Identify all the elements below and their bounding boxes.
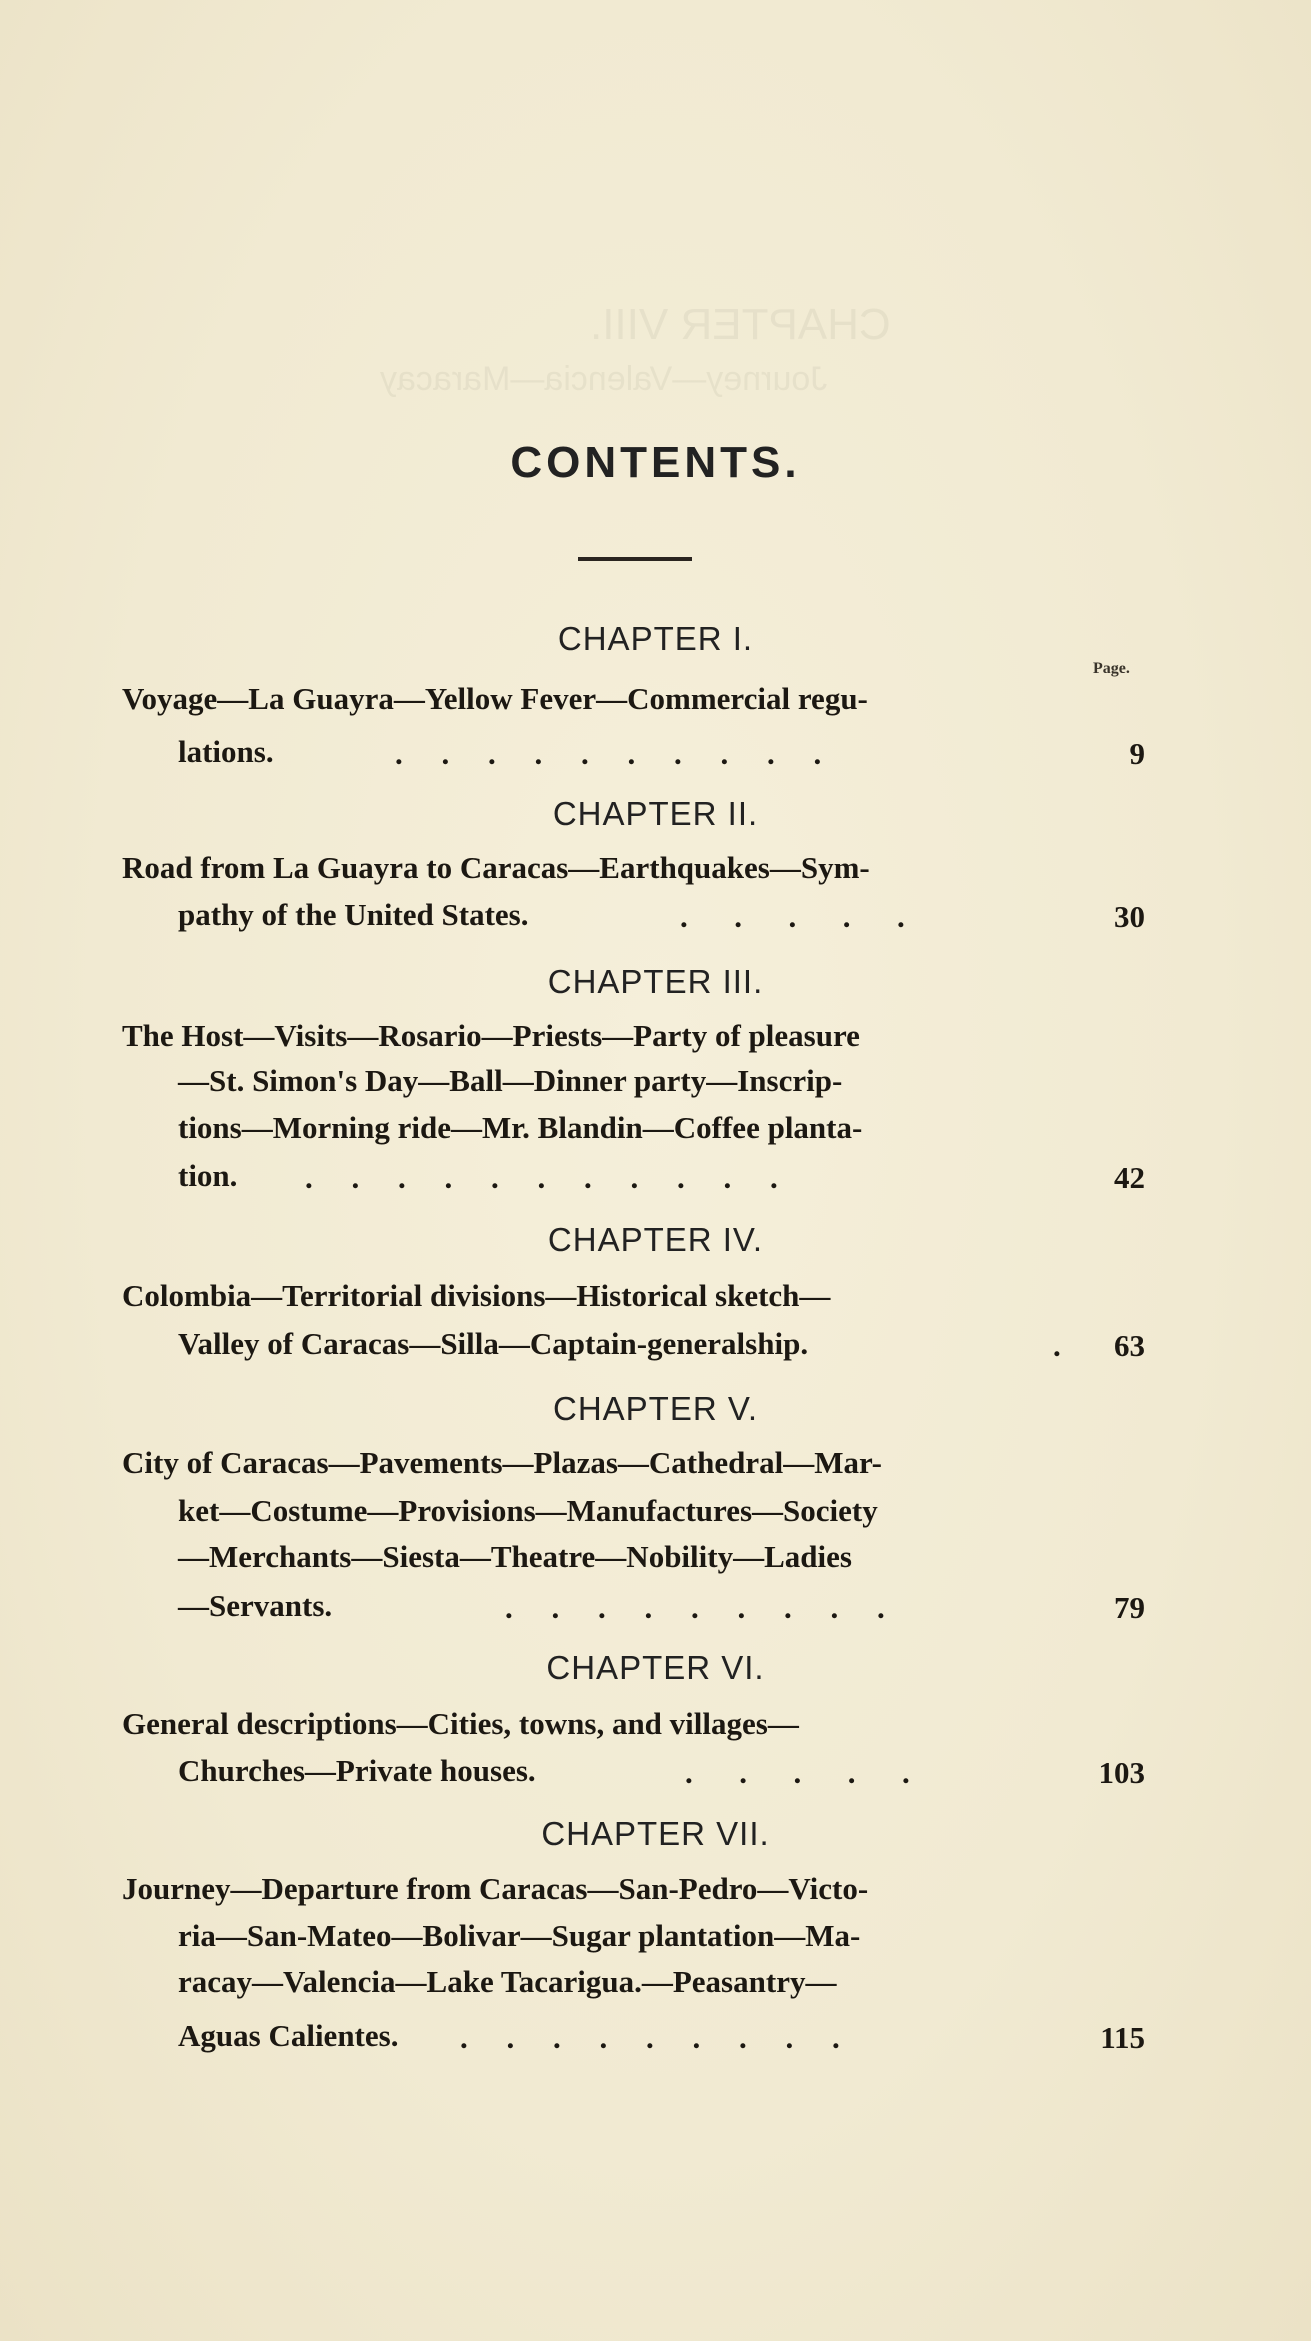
page-number: 115	[1100, 2020, 1145, 2055]
page-number: 103	[1098, 1755, 1145, 1790]
dot-leader: . . . . . . . . .	[460, 2020, 840, 2055]
entry-text-line: tions—Morning ride—Mr. Blandin—Coffee planta-	[178, 1110, 863, 1145]
entry-text-line: —St. Simon's Day—Ball—Dinner party—Inscrip-	[178, 1063, 843, 1098]
entry-text-line: City of Caracas—Pavements—Plazas—Cathedral—Mar-	[122, 1445, 882, 1480]
page-number: 79	[1114, 1590, 1145, 1625]
title-rule	[578, 557, 692, 561]
dot-leader: . . . . . . . . . . .	[305, 1160, 778, 1195]
entry-text-line: pathy of the United States.	[178, 897, 529, 932]
show-through-text: Journey—Valencia—Maracay	[380, 360, 828, 398]
entry-text-line: Valley of Caracas—Silla—Captain-generalship.	[178, 1326, 809, 1361]
entry-text-line: racay—Valencia—Lake Tacarigua.—Peasantry—	[178, 1964, 837, 1999]
entry-text-line: Colombia—Territorial divisions—Historical sketch—	[122, 1278, 831, 1313]
chapter-heading: CHAPTER IV.	[547, 1221, 764, 1258]
entry-text-line: —Servants.	[178, 1588, 333, 1623]
page-number: 30	[1114, 899, 1145, 934]
chapter-heading: CHAPTER VI.	[546, 1649, 765, 1686]
entry-text-line: tion.	[178, 1158, 238, 1193]
page-number: 42	[1114, 1160, 1145, 1195]
entry-text-line: The Host—Visits—Rosario—Priests—Party of pleasure	[122, 1018, 860, 1053]
entry-text-line: Aguas Calientes.	[178, 2018, 399, 2053]
chapter-heading: CHAPTER V.	[552, 1390, 758, 1427]
entry-text-line: Voyage—La Guayra—Yellow Fever—Commercial regu-	[122, 681, 868, 716]
entry-text-line: General descriptions—Cities, towns, and villages—	[122, 1706, 799, 1741]
entry-text-line: lations.	[178, 734, 274, 769]
chapter-heading: CHAPTER VII.	[541, 1815, 770, 1852]
dot-leader: .	[1053, 1328, 1061, 1363]
entry-text-line: ket—Costume—Provisions—Manufactures—Society	[178, 1493, 878, 1528]
dot-leader: . . . . .	[680, 899, 905, 934]
entry-text-line: Journey—Departure from Caracas—San-Pedro—Victo-	[122, 1871, 869, 1906]
page-column-label: Page.	[1093, 660, 1130, 677]
entry-text-line: —Merchants—Siesta—Theatre—Nobility—Ladies	[178, 1539, 852, 1574]
page-number: 63	[1114, 1328, 1145, 1363]
chapter-heading: CHAPTER III.	[547, 963, 764, 1000]
show-through-text: CHAPTER VIII.	[590, 300, 891, 349]
entry-text-line: Road from La Guayra to Caracas—Earthquakes—Sym-	[122, 850, 870, 885]
dot-leader: . . . . . . . . . .	[395, 736, 822, 771]
chapter-heading: CHAPTER II.	[552, 795, 759, 832]
entry-text-line: Churches—Private houses.	[178, 1753, 536, 1788]
chapter-heading: CHAPTER I.	[557, 620, 754, 657]
entry-text-line: ria—San-Mateo—Bolivar—Sugar plantation—Ma-	[178, 1918, 861, 1953]
page-number: 9	[1129, 736, 1145, 771]
page-title: CONTENTS.	[510, 438, 801, 487]
dot-leader: . . . . . . . . .	[505, 1590, 885, 1625]
dot-leader: . . . . .	[685, 1755, 910, 1790]
